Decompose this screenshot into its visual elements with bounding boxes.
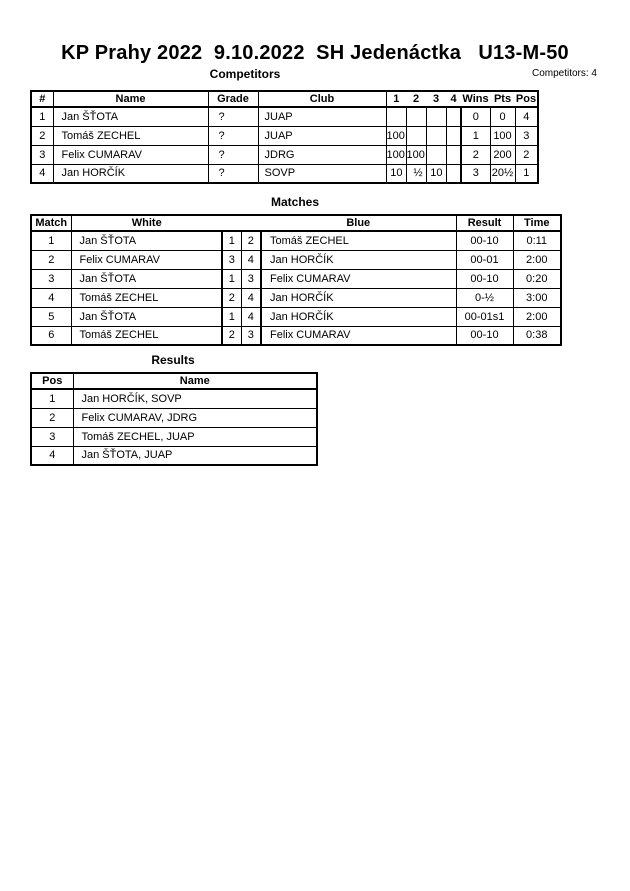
result-name: Tomáš ZECHEL, JUAP bbox=[73, 427, 317, 446]
col-pts: Pts bbox=[490, 91, 515, 107]
competitors-table bbox=[30, 90, 539, 184]
competitor-number: 4 bbox=[31, 164, 53, 183]
match-number: 2 bbox=[31, 250, 71, 269]
col-name: Name bbox=[73, 373, 317, 389]
competitor-wins: 1 bbox=[461, 126, 490, 145]
competitor-pts: 100 bbox=[490, 126, 515, 145]
competitor-pts: 200 bbox=[490, 145, 515, 164]
white-player-number: 2 bbox=[222, 288, 241, 307]
competitor-number: 3 bbox=[31, 145, 53, 164]
blue-player: Tomáš ZECHEL bbox=[261, 231, 456, 250]
competitor-row bbox=[31, 145, 538, 164]
page-title: KP Prahy 2022 9.10.2022 SH Jedenáctka U13-M-50 bbox=[61, 42, 569, 64]
white-player: Tomáš ZECHEL bbox=[71, 326, 222, 345]
competitor-wins: 3 bbox=[461, 164, 490, 183]
col-pos: Pos bbox=[515, 93, 537, 105]
competitor-name: Jan ŠŤOTA bbox=[53, 107, 208, 126]
match-number: 1 bbox=[31, 231, 71, 250]
round-3-score: 10 bbox=[426, 164, 446, 183]
col-number: # bbox=[31, 91, 53, 107]
match-row bbox=[31, 250, 561, 269]
col-white: White bbox=[71, 215, 222, 231]
competitor-club: JDRG bbox=[258, 145, 386, 164]
col-club: Club bbox=[258, 91, 386, 107]
round-3-score bbox=[426, 145, 446, 164]
round-4-score bbox=[446, 107, 461, 126]
result-pos: 1 bbox=[31, 389, 73, 408]
competitor-number: 1 bbox=[31, 107, 53, 126]
white-player: Tomáš ZECHEL bbox=[71, 288, 222, 307]
competitor-grade: ? bbox=[208, 145, 258, 164]
col-time: Time bbox=[513, 215, 561, 231]
blue-player-number: 3 bbox=[241, 326, 261, 345]
match-row bbox=[31, 326, 561, 345]
white-player: Jan ŠŤOTA bbox=[71, 307, 222, 326]
col-round-3: 3 bbox=[426, 91, 446, 107]
matches-table bbox=[30, 214, 562, 346]
round-2-score: 100 bbox=[406, 145, 426, 164]
blue-player-number: 4 bbox=[241, 250, 261, 269]
match-number: 4 bbox=[31, 288, 71, 307]
competitor-pos: 3 bbox=[515, 126, 538, 145]
blue-player: Felix CUMARAV bbox=[261, 269, 456, 288]
white-player: Jan ŠŤOTA bbox=[71, 269, 222, 288]
match-row bbox=[31, 269, 561, 288]
blue-player-number: 4 bbox=[241, 307, 261, 326]
round-3-score bbox=[426, 126, 446, 145]
round-4-score bbox=[446, 164, 461, 183]
result-name: Jan ŠŤOTA, JUAP bbox=[73, 446, 317, 465]
matches-heading: Matches bbox=[270, 195, 320, 209]
col-round-1: 1 bbox=[386, 91, 406, 107]
blue-player: Jan HORČÍK bbox=[261, 288, 456, 307]
competitor-pos: 4 bbox=[515, 107, 538, 126]
result-pos: 3 bbox=[31, 427, 73, 446]
results-header-row bbox=[31, 373, 317, 389]
white-player-number: 1 bbox=[222, 307, 241, 326]
match-result: 00-10 bbox=[456, 326, 513, 345]
competitor-row bbox=[31, 164, 538, 183]
competitor-name: Jan HORČÍK bbox=[53, 164, 208, 183]
competitor-row bbox=[31, 126, 538, 145]
col-pos: Pos bbox=[31, 373, 73, 389]
competitor-pts: 20½ bbox=[490, 164, 515, 183]
result-name: Felix CUMARAV, JDRG bbox=[73, 408, 317, 427]
match-time: 0:38 bbox=[513, 326, 561, 345]
competitor-wins: 2 bbox=[461, 145, 490, 164]
results-heading: Results bbox=[151, 353, 195, 367]
match-time: 0:11 bbox=[513, 231, 561, 250]
result-row bbox=[31, 408, 317, 427]
round-1-score: 100 bbox=[386, 126, 406, 145]
col-wins: Wins bbox=[462, 93, 489, 105]
match-time: 0:20 bbox=[513, 269, 561, 288]
match-number: 5 bbox=[31, 307, 71, 326]
col-round-2: 2 bbox=[406, 91, 426, 107]
result-pos: 2 bbox=[31, 408, 73, 427]
competitor-grade: ? bbox=[208, 164, 258, 183]
competitor-grade: ? bbox=[208, 126, 258, 145]
competitor-grade: ? bbox=[208, 107, 258, 126]
competitor-club: SOVP bbox=[258, 164, 386, 183]
competitor-row bbox=[31, 107, 538, 126]
matches-header-row bbox=[31, 215, 561, 231]
match-time: 3:00 bbox=[513, 288, 561, 307]
round-2-score bbox=[406, 126, 426, 145]
col-result: Result bbox=[456, 215, 513, 231]
blue-player-number: 4 bbox=[241, 288, 261, 307]
round-1-score: 100 bbox=[386, 145, 406, 164]
match-number: 6 bbox=[31, 326, 71, 345]
blue-player: Jan HORČÍK bbox=[261, 307, 456, 326]
match-result: 0-½ bbox=[456, 288, 513, 307]
round-2-score: ½ bbox=[406, 164, 426, 183]
match-time: 2:00 bbox=[513, 250, 561, 269]
white-player-number: 1 bbox=[222, 269, 241, 288]
competitor-pts: 0 bbox=[490, 107, 515, 126]
round-4-score bbox=[446, 126, 461, 145]
competitor-wins: 0 bbox=[461, 107, 490, 126]
white-player-number: 3 bbox=[222, 250, 241, 269]
competitor-name: Felix CUMARAV bbox=[53, 145, 208, 164]
round-1-score: 10 bbox=[386, 164, 406, 183]
col-white-number bbox=[222, 215, 241, 231]
competitors-header-row bbox=[31, 91, 538, 107]
competitor-name: Tomáš ZECHEL bbox=[53, 126, 208, 145]
blue-player-number: 3 bbox=[241, 269, 261, 288]
result-row bbox=[31, 446, 317, 465]
competitors-heading: Competitors bbox=[209, 67, 281, 81]
match-result: 00-10 bbox=[456, 231, 513, 250]
competitor-club: JUAP bbox=[258, 107, 386, 126]
result-row bbox=[31, 427, 317, 446]
white-player-number: 1 bbox=[222, 231, 241, 250]
match-row bbox=[31, 231, 561, 250]
round-4-score bbox=[446, 145, 461, 164]
col-blue: Blue bbox=[261, 215, 456, 231]
competitor-pos: 2 bbox=[515, 145, 538, 164]
round-2-score bbox=[406, 107, 426, 126]
match-result: 00-01 bbox=[456, 250, 513, 269]
match-number: 3 bbox=[31, 269, 71, 288]
results-table bbox=[30, 372, 318, 466]
match-result: 00-10 bbox=[456, 269, 513, 288]
white-player-number: 2 bbox=[222, 326, 241, 345]
blue-player-number: 2 bbox=[241, 231, 261, 250]
result-row bbox=[31, 389, 317, 408]
white-player: Felix CUMARAV bbox=[71, 250, 222, 269]
result-pos: 4 bbox=[31, 446, 73, 465]
col-grade: Grade bbox=[208, 91, 258, 107]
competitor-number: 2 bbox=[31, 126, 53, 145]
round-3-score bbox=[426, 107, 446, 126]
blue-player: Jan HORČÍK bbox=[261, 250, 456, 269]
match-row bbox=[31, 288, 561, 307]
col-round-4: 4 bbox=[446, 91, 461, 107]
result-name: Jan HORČÍK, SOVP bbox=[73, 389, 317, 408]
match-time: 2:00 bbox=[513, 307, 561, 326]
competitors-count: Competitors: 4 bbox=[531, 68, 597, 79]
col-match: Match bbox=[31, 215, 71, 231]
competitor-pos: 1 bbox=[515, 164, 538, 183]
match-result: 00-01s1 bbox=[456, 307, 513, 326]
col-blue-number bbox=[241, 215, 261, 231]
blue-player: Felix CUMARAV bbox=[261, 326, 456, 345]
white-player: Jan ŠŤOTA bbox=[71, 231, 222, 250]
round-1-score bbox=[386, 107, 406, 126]
match-row bbox=[31, 307, 561, 326]
col-name: Name bbox=[53, 91, 208, 107]
competitor-club: JUAP bbox=[258, 126, 386, 145]
